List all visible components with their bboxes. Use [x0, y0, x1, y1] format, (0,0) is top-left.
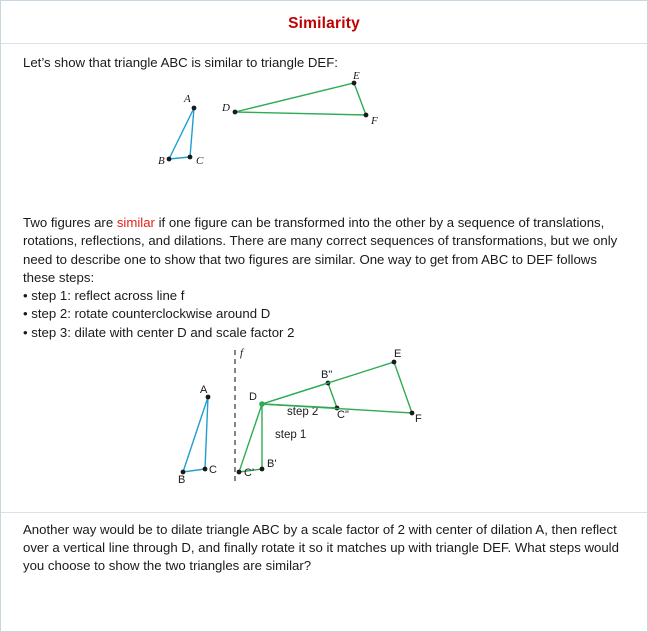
- definition-text-before: Two figures are: [23, 215, 117, 231]
- label-d: D: [249, 390, 257, 403]
- steps-list: [1, 287, 647, 342]
- label-d: D: [222, 102, 230, 115]
- figure-1-svg: [1, 72, 648, 210]
- label-a: A: [184, 93, 191, 106]
- line-f: [235, 347, 245, 482]
- label-f: f: [240, 346, 244, 359]
- label-f: F: [415, 412, 422, 425]
- triangle-abc-original: [178, 384, 217, 486]
- step-item-2: • step 2: rotate counterclockwise around D: [23, 306, 271, 322]
- label-c-double-prime: C": [337, 408, 349, 421]
- step-item-3: • step 3: dilate with center D and scale factor 2: [23, 324, 295, 340]
- annotation-step-2: step 2: [287, 405, 319, 418]
- label-e: E: [353, 72, 360, 83]
- triangle-dilated-step3: [249, 348, 422, 425]
- annotation-step-1: step 1: [275, 428, 307, 441]
- label-b-prime: B': [267, 457, 277, 470]
- closing-divider: [1, 512, 647, 513]
- label-a: A: [200, 383, 208, 396]
- intro-paragraph: Let’s show that triangle ABC is similar to triangle DEF:: [23, 55, 338, 70]
- label-b-double-prime: B": [321, 368, 333, 381]
- figure-transformations: [1, 342, 647, 502]
- step-item-1: • step 1: reflect across line f: [23, 288, 185, 304]
- figure-2-svg: [1, 342, 648, 502]
- definition-keyword: similar: [116, 215, 155, 231]
- label-c: C: [209, 463, 217, 476]
- figure-abc-def: [1, 72, 647, 210]
- title-divider: [1, 43, 647, 44]
- triangle-abc: [158, 93, 204, 167]
- definition-paragraph: [1, 214, 647, 287]
- closing-paragraph: Another way would be to dilate triangle ABC by a scale factor of 2 with center of dilation A, then reflect over a vertical line through D, and finally rotate it so it matches up with triangle DEF. What steps would you choose to show the two triangles are similar?: [23, 521, 619, 574]
- label-f: F: [371, 115, 378, 128]
- label-b: B: [178, 473, 186, 486]
- label-e: E: [394, 347, 402, 360]
- triangle-def: [221, 72, 378, 127]
- definition-text-after: if one figure can be transformed into the other by a sequence of translations, rotations, reflections, and dilations. There are many correct sequences of transformations, but we only need to describe one to show that two figures are similar. One way to get from ABC to DEF follows these steps:: [23, 215, 618, 285]
- label-c-prime: C': [244, 466, 255, 479]
- triangle-rotated-step2: [262, 369, 349, 421]
- page-title: Similarity: [288, 15, 360, 32]
- label-c: C: [196, 155, 204, 168]
- label-b: B: [158, 155, 165, 168]
